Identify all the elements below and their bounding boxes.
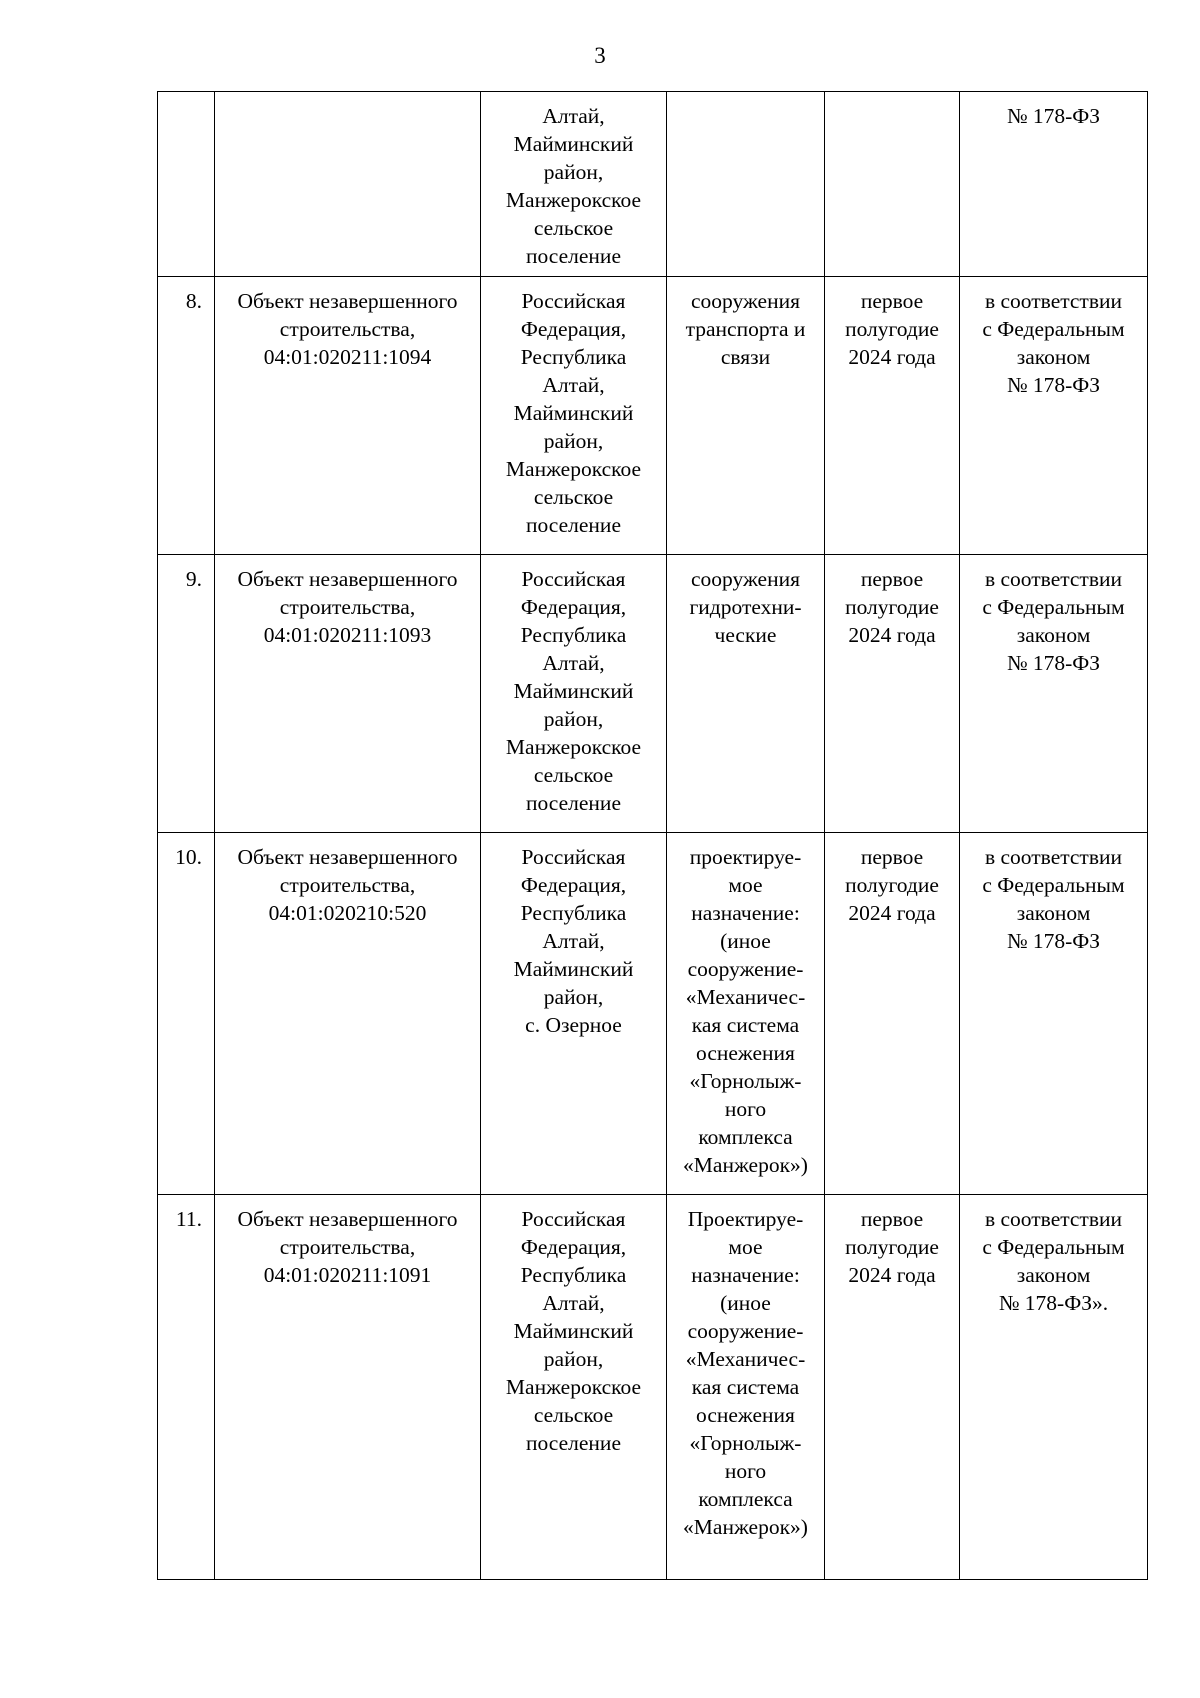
term-cell [825,92,960,277]
location-cell: Российская Федерация, Республика Алтай, Майминский район, Манжерокское сельское поселение [481,1195,667,1580]
row-number-cell: 8. [158,277,215,555]
row-number-cell [158,92,215,277]
purpose-cell: Проектируе- мое назначение: (иное сооружение- «Механичес- кая система оснежения «Горнолыж- ного комплекса «Манжерок») [667,1195,825,1580]
location-cell: Российская Федерация, Республика Алтай, Майминский район, Манжерокское сельское поселение [481,277,667,555]
basis-cell: в соответствии с Федеральным законом № 178-ФЗ [960,833,1148,1195]
object-cell: Объект незавершенного строительства, 04:01:020211:1093 [215,555,481,833]
row-number-cell: 9. [158,555,215,833]
location-cell: Алтай, Майминский район, Манжерокское сельское поселение [481,92,667,277]
table-row [158,833,1148,1195]
row-number-cell: 11. [158,1195,215,1580]
basis-cell: в соответствии с Федеральным законом № 178-ФЗ». [960,1195,1148,1580]
table-row [158,1195,1148,1580]
object-cell: Объект незавершенного строительства, 04:01:020210:520 [215,833,481,1195]
purpose-cell [667,92,825,277]
object-cell [215,92,481,277]
page-number: 3 [594,43,606,68]
term-cell: первое полугодие 2024 года [825,1195,960,1580]
table-row [158,277,1148,555]
basis-cell: в соответствии с Федеральным законом № 178-ФЗ [960,555,1148,833]
purpose-cell: проектируе- мое назначение: (иное сооружение- «Механичес- кая система оснежения «Горнолыж- ного комплекса «Манжерок») [667,833,825,1195]
term-cell: первое полугодие 2024 года [825,833,960,1195]
object-cell: Объект незавершенного строительства, 04:01:020211:1094 [215,277,481,555]
location-cell: Российская Федерация, Республика Алтай, Майминский район, Манжерокское сельское поселение [481,555,667,833]
property-table [157,91,1148,1580]
table-row [158,555,1148,833]
purpose-cell: сооружения транспорта и связи [667,277,825,555]
purpose-cell: сооружения гидротехни- ческие [667,555,825,833]
object-cell: Объект незавершенного строительства, 04:01:020211:1091 [215,1195,481,1580]
row-number-cell: 10. [158,833,215,1195]
table-row [158,92,1148,277]
term-cell: первое полугодие 2024 года [825,555,960,833]
basis-cell: № 178-ФЗ [960,92,1148,277]
basis-cell: в соответствии с Федеральным законом № 178-ФЗ [960,277,1148,555]
location-cell: Российская Федерация, Республика Алтай, Майминский район, с. Озерное [481,833,667,1195]
term-cell: первое полугодие 2024 года [825,277,960,555]
